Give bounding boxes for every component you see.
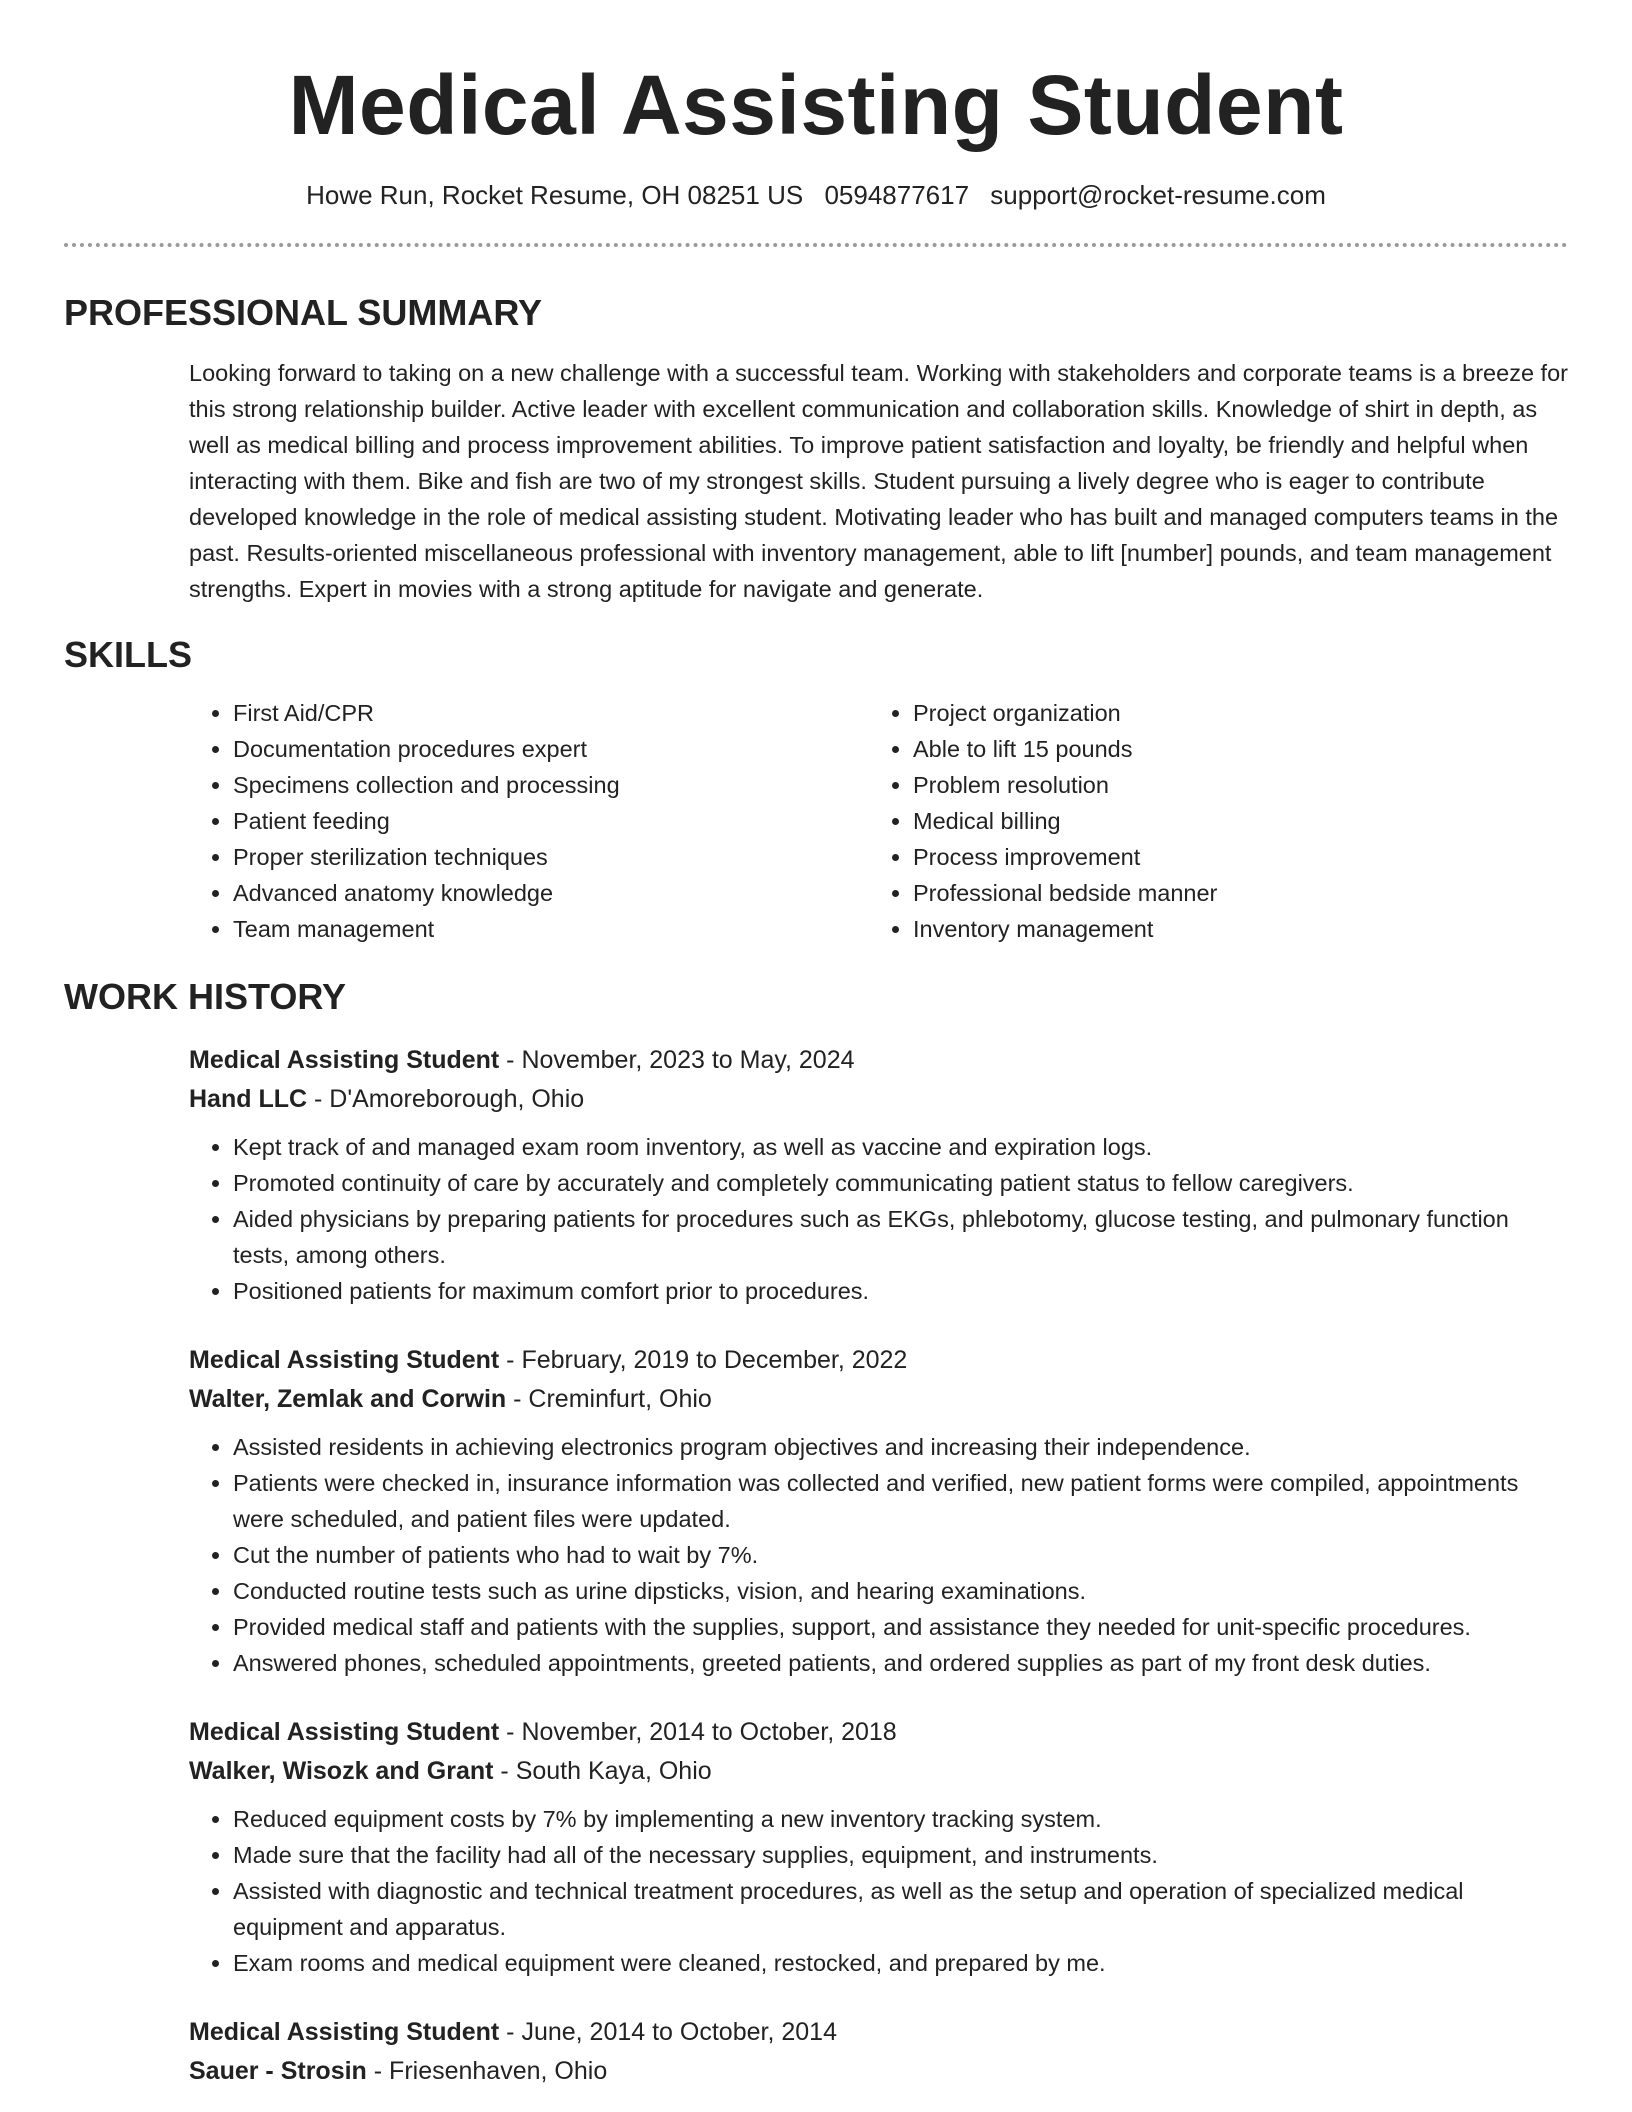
job-title-line: [189, 2013, 1568, 2052]
job-bullet: • Aided physicians by preparing patients for procedures such as EKGs, phlebotomy, glucose testing, and pulmonary function tests, among others.: [233, 1201, 1568, 1273]
skills-heading: SKILLS: [64, 634, 193, 675]
skill-item: • Medical billing: [913, 803, 1469, 839]
job-title: Medical Assisting Student: [189, 1718, 500, 1746]
job-bullet: • Assisted with diagnostic and technical treatment procedures, as well as the setup and operation of specialized medical equipment and apparatus.: [233, 1873, 1568, 1945]
job-bullet: • Patients were checked in, insurance information was collected and verified, new patient forms were compiled, appointments were scheduled, and patient files were updated.: [233, 1465, 1568, 1537]
job-company-line: [189, 1380, 1568, 1419]
job-bullets: [189, 1429, 1568, 1681]
job-company: Sauer - Strosin: [189, 2057, 367, 2085]
skill-item: • Documentation procedures expert: [233, 731, 869, 767]
summary-text: Looking forward to taking on a new challenge with a successful team. Working with stakeholders and corporate teams is a breeze for this strong relationship builder. Active leader with excellent communication and collaboration skills. Knowledge of shirt in depth, as well as medical billing and process improvement abilities. To improve patient satisfaction and loyalty, be friendly and helpful when interacting with them. Bike and fish are two of my strongest skills. Student pursuing a lively degree who is eager to contribute developed knowledge in the role of medical assisting student. Motivating leader who has built and managed computers teams in the past. Results-oriented miscellaneous professional with inventory management, able to lift [number] pounds, and team management strengths. Expert in movies with a strong aptitude for navigate and generate.: [189, 360, 1568, 602]
job-entry: [189, 1341, 1568, 1681]
job-bullets: [189, 1129, 1568, 1309]
job-entry: [189, 1041, 1568, 1309]
job-bullet: • Exam rooms and medical equipment were cleaned, restocked, and prepared by me.: [233, 1945, 1568, 1981]
job-dates: - November, 2023 to May, 2024: [499, 1046, 855, 1074]
job-bullet: • Kept track of and managed exam room inventory, as well as vaccine and expiration logs.: [233, 1129, 1568, 1165]
job-title: Medical Assisting Student: [189, 2018, 500, 2046]
job-bullet: • Assisted residents in achieving electronics program objectives and increasing their independence.: [233, 1429, 1568, 1465]
job-company: Walter, Zemlak and Corwin: [189, 1385, 507, 1413]
job-entry: [189, 1713, 1568, 1981]
job-entry: [189, 2013, 1568, 2091]
skill-item: • Professional bedside manner: [913, 875, 1469, 911]
skill-item: • Specimens collection and processing: [233, 767, 869, 803]
skill-item: • Inventory management: [913, 911, 1469, 947]
job-company-line: [189, 1752, 1568, 1791]
skill-item: • Team management: [233, 911, 869, 947]
job-location: - Creminfurt, Ohio: [506, 1385, 712, 1413]
skill-item: • Patient feeding: [233, 803, 869, 839]
contact-email: support@rocket-resume.com: [990, 180, 1326, 210]
job-location: - South Kaya, Ohio: [493, 1757, 712, 1785]
job-bullet: • Answered phones, scheduled appointments, greeted patients, and ordered supplies as part of my front desk duties.: [233, 1645, 1568, 1681]
skill-item: • Proper sterilization techniques: [233, 839, 869, 875]
job-dates: - February, 2019 to December, 2022: [499, 1346, 908, 1374]
job-company-line: [189, 1080, 1568, 1119]
job-title-line: [189, 1713, 1568, 1752]
contact-line: [0, 177, 1632, 213]
skill-item: • Able to lift 15 pounds: [913, 731, 1469, 767]
job-title: Medical Assisting Student: [189, 1346, 500, 1374]
contact-phone: 0594877617: [824, 180, 970, 210]
header-divider: [64, 243, 1568, 247]
job-bullet: • Positioned patients for maximum comfort prior to procedures.: [233, 1273, 1568, 1309]
job-bullets: [189, 1801, 1568, 1981]
job-bullet: • Provided medical staff and patients with the supplies, support, and assistance they needed for unit-specific procedures.: [233, 1609, 1568, 1645]
skills-list: [189, 695, 1568, 947]
skill-item: • Project organization: [913, 695, 1469, 731]
job-title-line: [189, 1041, 1568, 1080]
resume-name: Medical Assisting Student: [288, 58, 1344, 152]
job-dates: - June, 2014 to October, 2014: [499, 2018, 837, 2046]
job-company: Walker, Wisozk and Grant: [189, 1757, 494, 1785]
job-title: Medical Assisting Student: [189, 1046, 500, 1074]
job-location: - D'Amoreborough, Ohio: [307, 1085, 585, 1113]
skills-column-left: [189, 695, 869, 947]
skill-item: • Problem resolution: [913, 767, 1469, 803]
job-company: Hand LLC: [189, 1085, 308, 1113]
job-bullet: • Made sure that the facility had all of the necessary supplies, equipment, and instruments.: [233, 1837, 1568, 1873]
job-title-line: [189, 1341, 1568, 1380]
skill-item: • First Aid/CPR: [233, 695, 869, 731]
skill-item: • Advanced anatomy knowledge: [233, 875, 869, 911]
job-bullet: • Reduced equipment costs by 7% by implementing a new inventory tracking system.: [233, 1801, 1568, 1837]
skill-item: • Process improvement: [913, 839, 1469, 875]
job-bullet: • Conducted routine tests such as urine dipsticks, vision, and hearing examinations.: [233, 1573, 1568, 1609]
job-location: - Friesenhaven, Ohio: [366, 2057, 608, 2085]
job-company-line: [189, 2052, 1568, 2091]
job-bullet: • Cut the number of patients who had to wait by 7%.: [233, 1537, 1568, 1573]
summary-heading: PROFESSIONAL SUMMARY: [64, 292, 543, 333]
work-history-heading: WORK HISTORY: [64, 976, 347, 1017]
skills-column-right: [869, 695, 1469, 947]
job-bullet: • Promoted continuity of care by accurately and completely communicating patient status to fellow caregivers.: [233, 1165, 1568, 1201]
job-dates: - November, 2014 to October, 2018: [499, 1718, 897, 1746]
contact-address: Howe Run, Rocket Resume, OH 08251 US: [306, 180, 804, 210]
